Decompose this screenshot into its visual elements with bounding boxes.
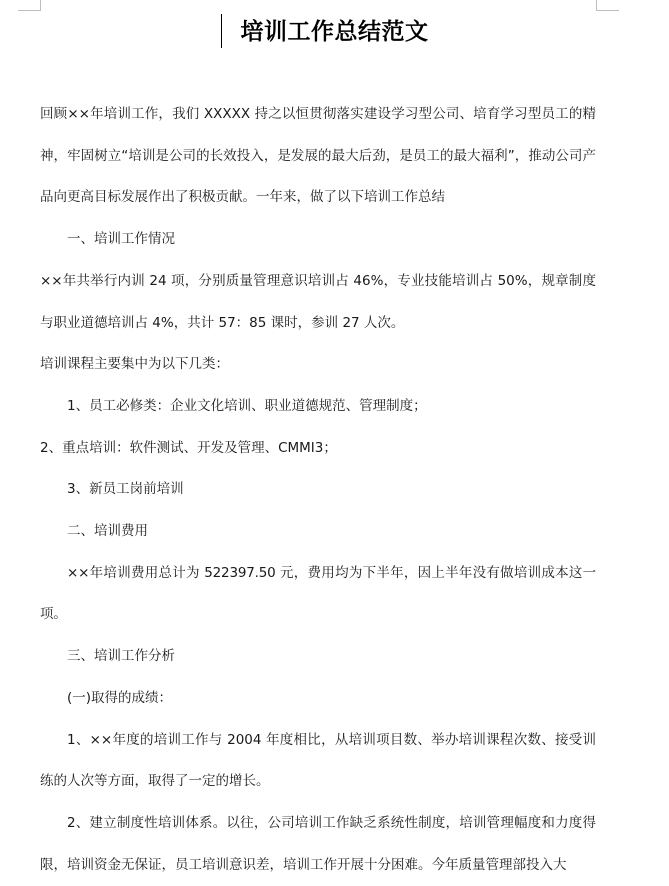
subheading-achievements[interactable]: (一)取得的成绩：: [67, 689, 173, 706]
document-title[interactable]: 培训工作总结范文: [240, 19, 429, 45]
page-corner-mark-right: [596, 0, 619, 11]
paragraph-achievement-system[interactable]: 2、建立制度性培训体系。以往，公司培训工作缺乏系统性制度，培训管理幅度和力度得限，培训资金无保证，员工培训意识差，培训工作开展十分困难。今年质量管理部投入大: [40, 814, 596, 873]
paragraph-intro[interactable]: 回顾××年培训工作，我们 XXXXX 持之以恒贯彻落实建设学习型公司、培育学习型员工的精神，牢固树立“培训是公司的长效投入，是发展的最大后劲，是员工的最大福利”，推动公司产品向更高目标发展作出了积极贡献。一年来，做了以下培训工作总结: [40, 106, 596, 206]
list-item-new-employee-training[interactable]: 3、新员工岗前培训: [67, 481, 184, 498]
document-body[interactable]: [40, 94, 596, 886]
paragraph-training-costs[interactable]: ××年培训费用总计为 522397.50 元，费用均为下半年，因上半年没有做培训成本这一项。: [40, 564, 596, 623]
page-corner-mark-left: [18, 0, 41, 11]
paragraph-course-categories[interactable]: 培训课程主要集中为以下几类：: [40, 356, 229, 373]
list-item-key-training[interactable]: 2、重点培训：软件测试、开发及管理、CMMI3；: [40, 439, 337, 456]
text-cursor: [221, 14, 222, 48]
list-item-required-courses[interactable]: 1、员工必修类：企业文化培训、职业道德规范、管理制度；: [67, 397, 427, 414]
heading-training-costs[interactable]: 二、培训费用: [67, 523, 148, 540]
heading-training-status[interactable]: 一、培训工作情况: [67, 231, 175, 248]
heading-training-analysis[interactable]: 三、培训工作分析: [67, 648, 175, 665]
paragraph-training-stats[interactable]: ××年共举行内训 24 项，分别质量管理意识培训占 46%，专业技能培训占 50%，规章制度与职业道德培训占 4%，共计 57：85 课时，参训 27 人次。: [40, 272, 596, 331]
paragraph-achievement-growth[interactable]: 1、××年度的培训工作与 2004 年度相比，从培训项目数、举办培训课程次数、接受训练的人次等方面，取得了一定的增长。: [40, 731, 596, 790]
